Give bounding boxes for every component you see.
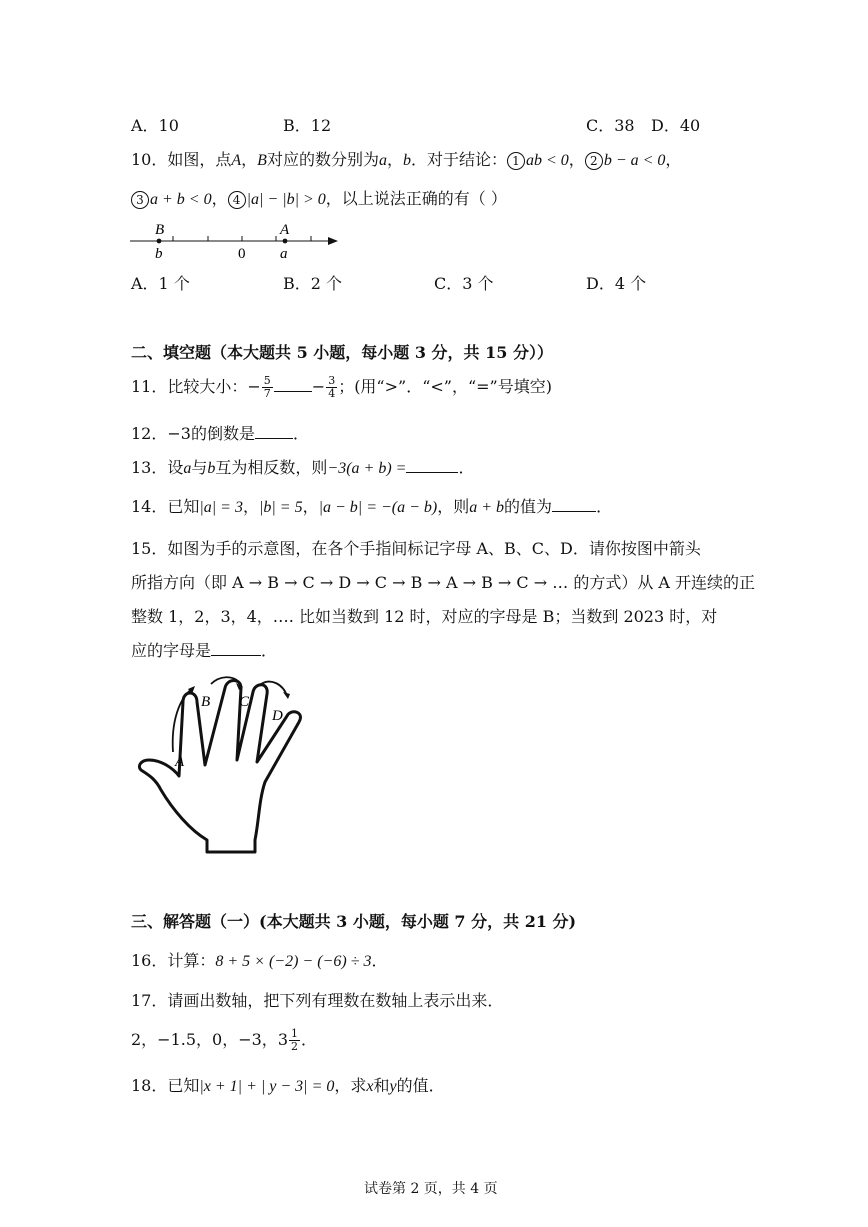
q10-option-a: A．1 个 [131, 274, 190, 293]
q15-line1: 15．如图为手的示意图，在各个手指间标记字母 A、B、C、D．请你按图中箭头 [131, 539, 701, 558]
q11: 11．比较大小：− $\frac{5}{7}$ − $\frac{3}{4}$ ；(用“>”．“<”，“=”号填空) [131, 374, 552, 400]
circled-number-1: 1 [507, 152, 525, 170]
q10-option-d: D．4 个 [586, 274, 647, 293]
q9-option-a: A．10 [131, 116, 179, 135]
fraction-3-4: $\frac{3}{4}$ [328, 374, 336, 400]
page-footer: 试卷第 2 页，共 4 页 [364, 1181, 498, 1197]
circled-number-3: 3 [131, 191, 149, 209]
fraction-5-7: $\frac{5}{7}$ [263, 374, 271, 400]
q10-option-c: C．3 个 [434, 274, 494, 293]
hand-label-d: D [272, 708, 283, 724]
hand-label-a: A [175, 754, 185, 770]
label-lower-b: b [155, 246, 163, 262]
q12-answer-blank[interactable] [255, 424, 293, 439]
q15-line4: 应的字母是 ． [131, 641, 278, 660]
q15-answer-blank[interactable] [211, 641, 261, 656]
hand-label-c: C [239, 694, 250, 710]
label-upper-a: A [280, 222, 290, 238]
q18: 18．已知|x + 1| + | y − 3| = 0，求x和y的值． [131, 1076, 445, 1095]
q10-line2: 3 a + b < 0， 4 |a| − |b| > 0，以上说法正确的有（ ） [131, 186, 507, 209]
fraction-1-2: $\frac{1}{2}$ [291, 1027, 298, 1053]
section3-title: 三、解答题（一）(本大题共 3 小题，每小题 7 分，共 21 分) [131, 912, 577, 931]
q15-line2: 所指方向（即 A → B → C → D → C → B → A → B → C → … 的方式）从 A 开连续的正 [131, 573, 756, 592]
q10-option-b: B．2 个 [283, 274, 343, 293]
q10-line1: 10．如图，点A，B对应的数分别为a，b．对于结论： 1 ab < 0， 2 b − a < 0， [131, 150, 682, 169]
q14-answer-blank[interactable] [552, 497, 596, 512]
hand-diagram [135, 670, 320, 860]
q11-answer-blank[interactable] [274, 377, 312, 392]
q13-answer-blank[interactable] [406, 458, 458, 473]
q16: 16．计算：8 + 5 × (−2) − (−6) ÷ 3． [131, 951, 388, 970]
hand-outline [139, 681, 300, 853]
q12: 12．−3的倒数是 ． [131, 424, 309, 443]
label-upper-b: B [155, 222, 165, 238]
q9-option-c: C．38 [586, 116, 635, 135]
label-lower-a: a [280, 246, 288, 262]
point-b-dot [157, 239, 162, 244]
q15-line3: 整数 1，2，3，4，…. 比如当数到 12 时，对应的字母是 B；当数到 2023 时，对 [131, 607, 718, 626]
q9-option-d: D．40 [651, 116, 701, 135]
hand-label-b: B [201, 694, 211, 710]
q17-line1: 17．请画出数轴，把下列有理数在数轴上表示出来． [131, 991, 504, 1010]
q13: 13．设a与b互为相反数，则−3(a + b) = ． [131, 458, 475, 477]
circled-number-2: 2 [585, 152, 603, 170]
q14: 14．已知|a| = 3，|b| = 5，|a − b| = −(a − b)，则a + b的值为 ． [131, 497, 613, 516]
arrowhead-c-to-d [283, 692, 290, 699]
point-a-dot [283, 239, 288, 244]
circled-number-4: 4 [228, 191, 246, 209]
label-zero: 0 [238, 246, 246, 262]
q9-option-b: B．12 [283, 116, 332, 135]
arrow-c-to-d [261, 682, 287, 696]
q10-number-axis [128, 218, 348, 266]
section2-title: 二、填空题（本大题共 5 小题，每小题 3 分，共 15 分）） [131, 343, 553, 362]
axis-arrow [328, 237, 338, 245]
q17-line2: 2，−1.5，0，−3，3 $\frac{1}{2}$ ． [131, 1027, 318, 1053]
